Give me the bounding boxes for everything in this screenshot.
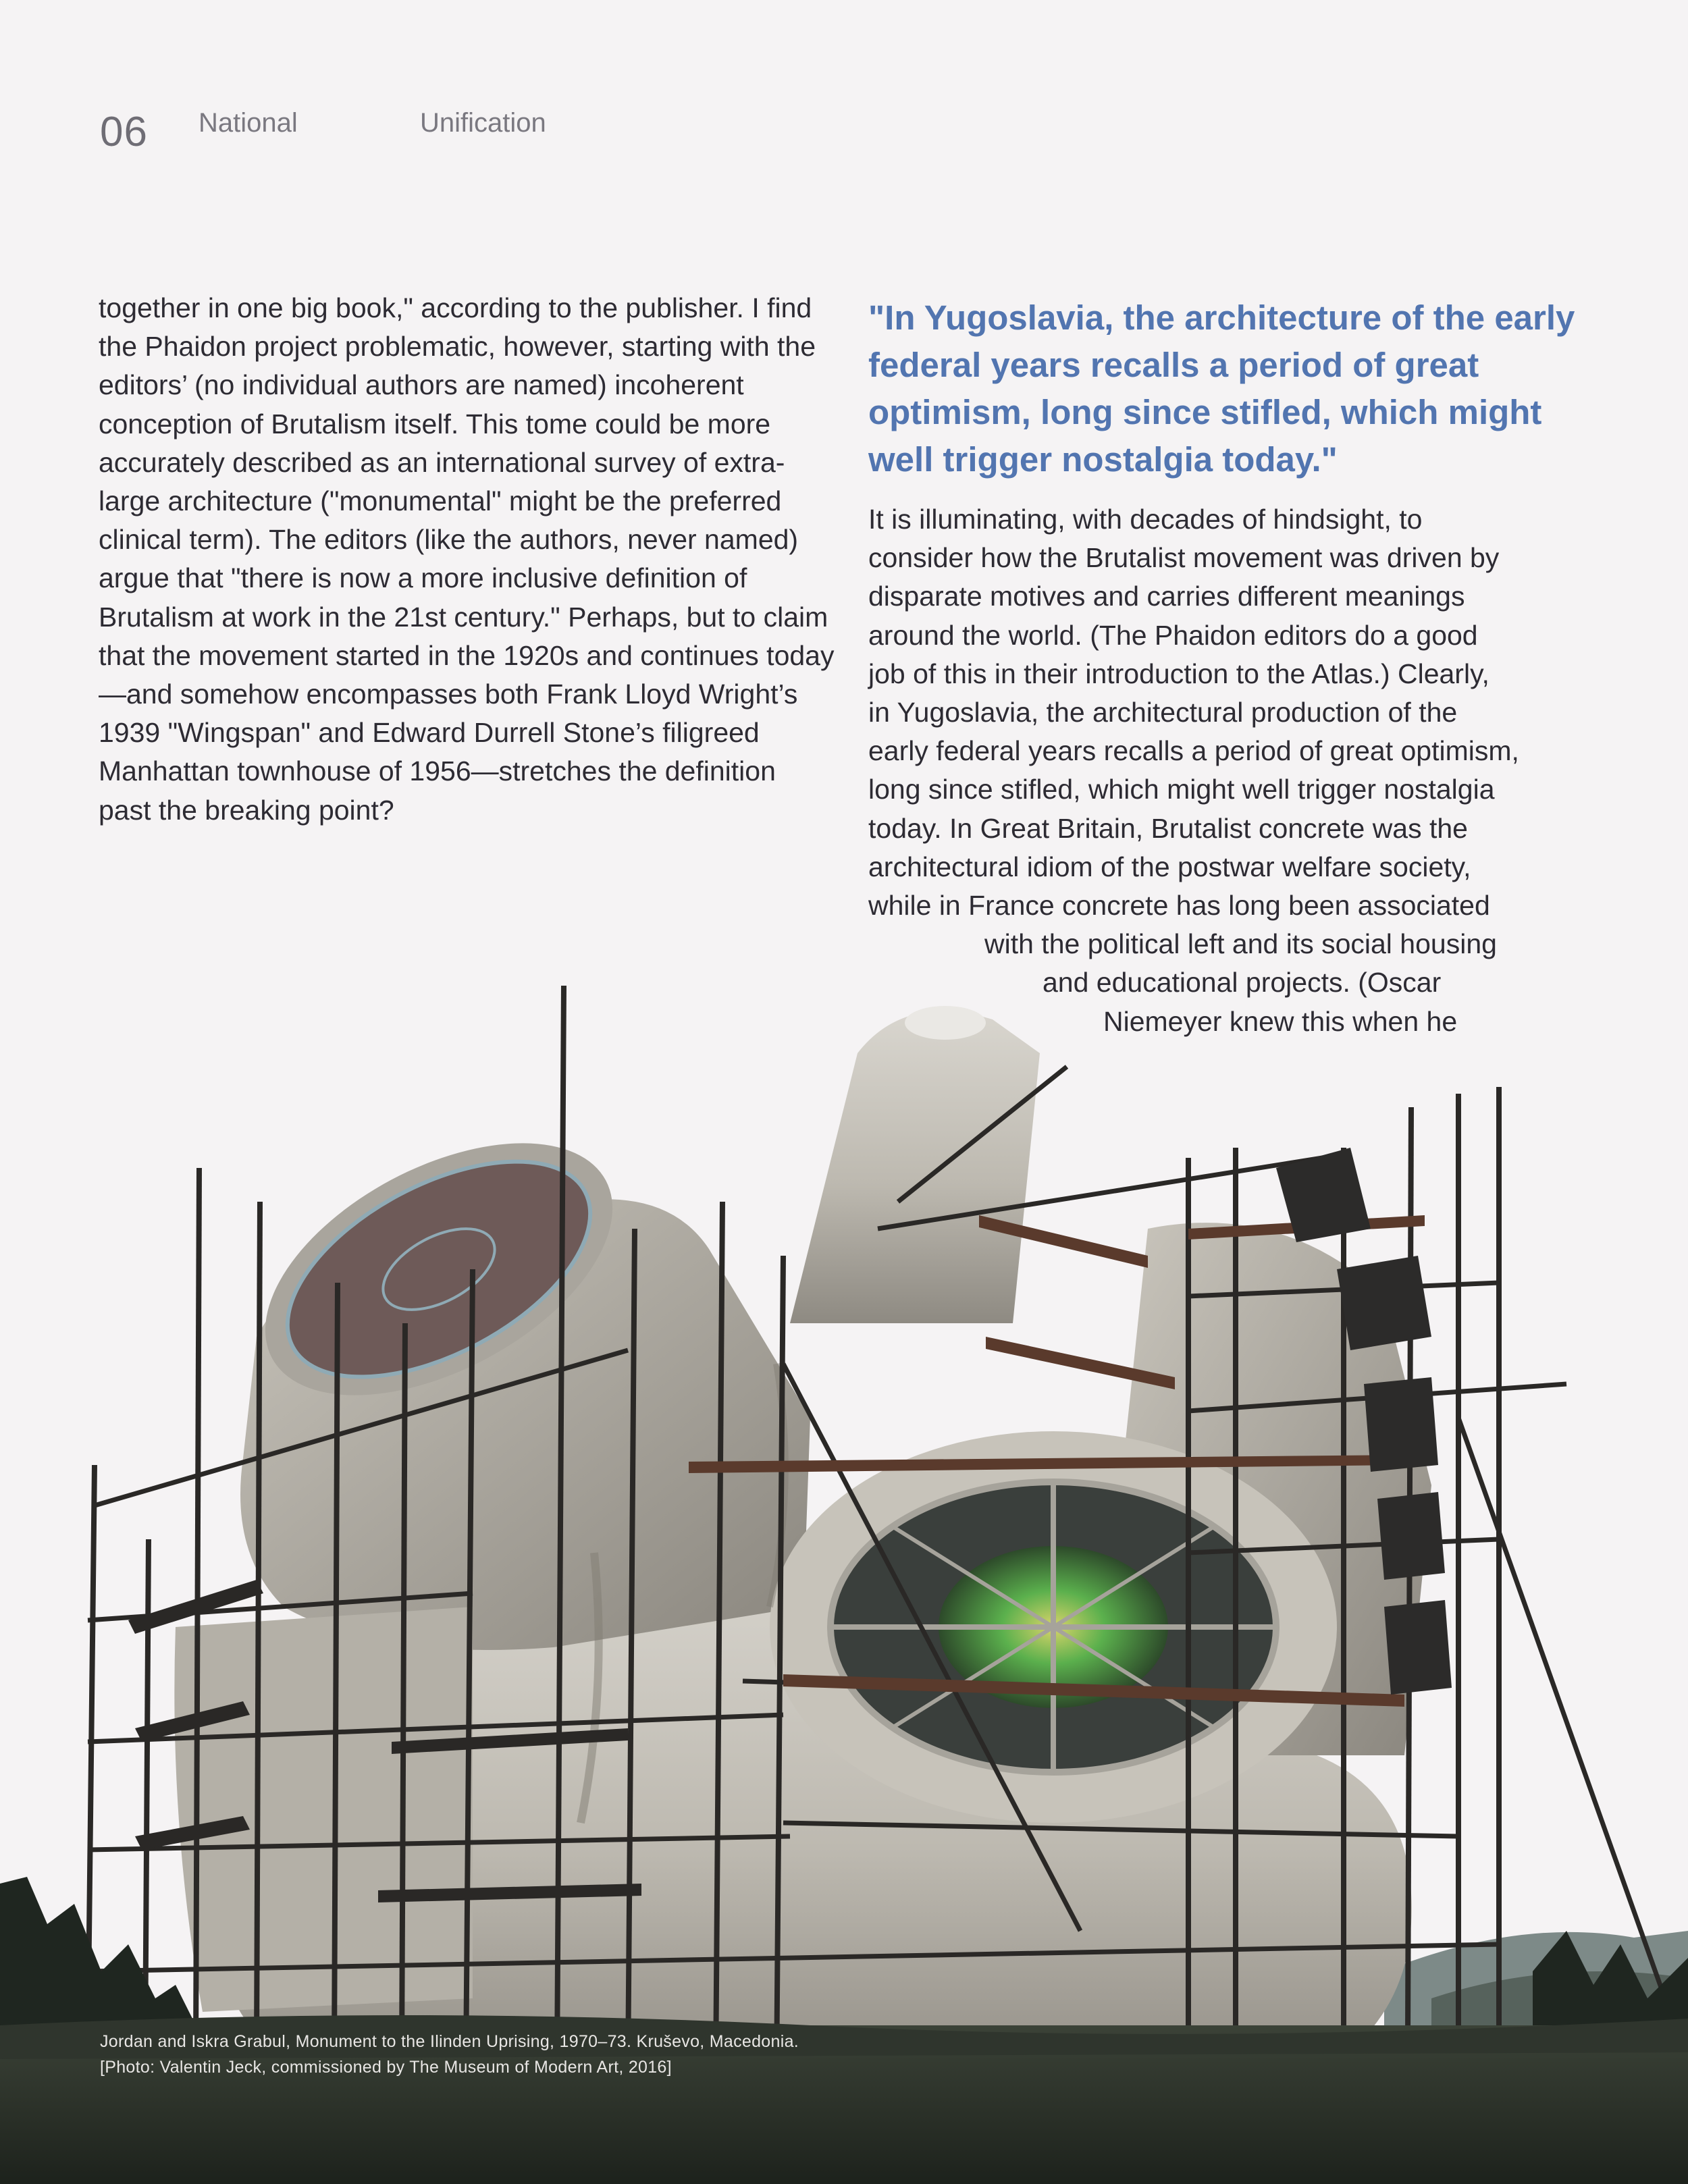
pull-quote: "In Yugoslavia, the architecture of the early federal years recalls a period of great optimism, long since stifled, which might well trigger nostalgia today." bbox=[868, 298, 1575, 479]
right-column-line: in Yugoslavia, the architectural production of the bbox=[868, 697, 1458, 728]
right-column-line: disparate motives and carries different meanings bbox=[868, 581, 1465, 612]
right-column-line: long since stifled, which might well trigger nostalgia bbox=[868, 774, 1495, 805]
right-column-line: consider how the Brutalist movement was driven by bbox=[868, 542, 1500, 574]
monument-photo bbox=[0, 945, 1688, 2184]
section-title-word-1: National bbox=[199, 108, 298, 138]
right-column-line: architectural idiom of the postwar welfare society, bbox=[868, 851, 1471, 882]
photo-caption bbox=[100, 2029, 799, 2080]
caption-line-2: [Photo: Valentin Jeck, commissioned by The Museum of Modern Art, 2016] bbox=[100, 2058, 672, 2077]
right-column-line: today. In Great Britain, Brutalist concrete was the bbox=[868, 812, 1468, 844]
right-column-line: while in France concrete has long been associated bbox=[868, 890, 1490, 922]
page-header bbox=[100, 101, 708, 162]
left-column-paragraph: together in one big book," according to the publisher. I find the Phaidon project problematic, however, starting with the editors’ (no individual authors are named) incoherent conception of Brutalism itself. This tome could be more accurately described as an international survey of extra-large architecture ("monumental" might be the preferred clinical term). The editors (like the authors, never named) argue that "there is now a more inclusive definition of Brutalism at work in the 21st century." Perhaps, but to claim that the movement started in the 1920s and continues today—and somehow encompasses both Frank Lloyd Wright’s 1939 "Wingspan" and Edward Durrell Stone’s filigreed Manhattan townhouse of 1956—stretches the definition past the breaking point? bbox=[99, 292, 835, 826]
section-title-word-2: Unification bbox=[420, 108, 546, 138]
page-number: 06 bbox=[100, 109, 148, 155]
right-column-line: around the world. (The Phaidon editors do a good bbox=[868, 619, 1478, 651]
right-column-line: early federal years recalls a period of great optimism, bbox=[868, 735, 1519, 767]
right-column-line: job of this in their introduction to the Atlas.) Clearly, bbox=[868, 658, 1489, 689]
right-column-line: Niemeyer knew this when he bbox=[1103, 1005, 1458, 1037]
right-column-line: It is illuminating, with decades of hindsight, to bbox=[868, 504, 1423, 535]
left-column bbox=[99, 289, 835, 830]
right-column-line: with the political left and its social housing bbox=[984, 928, 1497, 960]
right-column-line: and educational projects. (Oscar bbox=[1043, 967, 1442, 998]
caption-line-1: Jordan and Iskra Grabul, Monument to the Ilinden Uprising, 1970–73. Kruševo, Macedonia. bbox=[100, 2032, 799, 2051]
